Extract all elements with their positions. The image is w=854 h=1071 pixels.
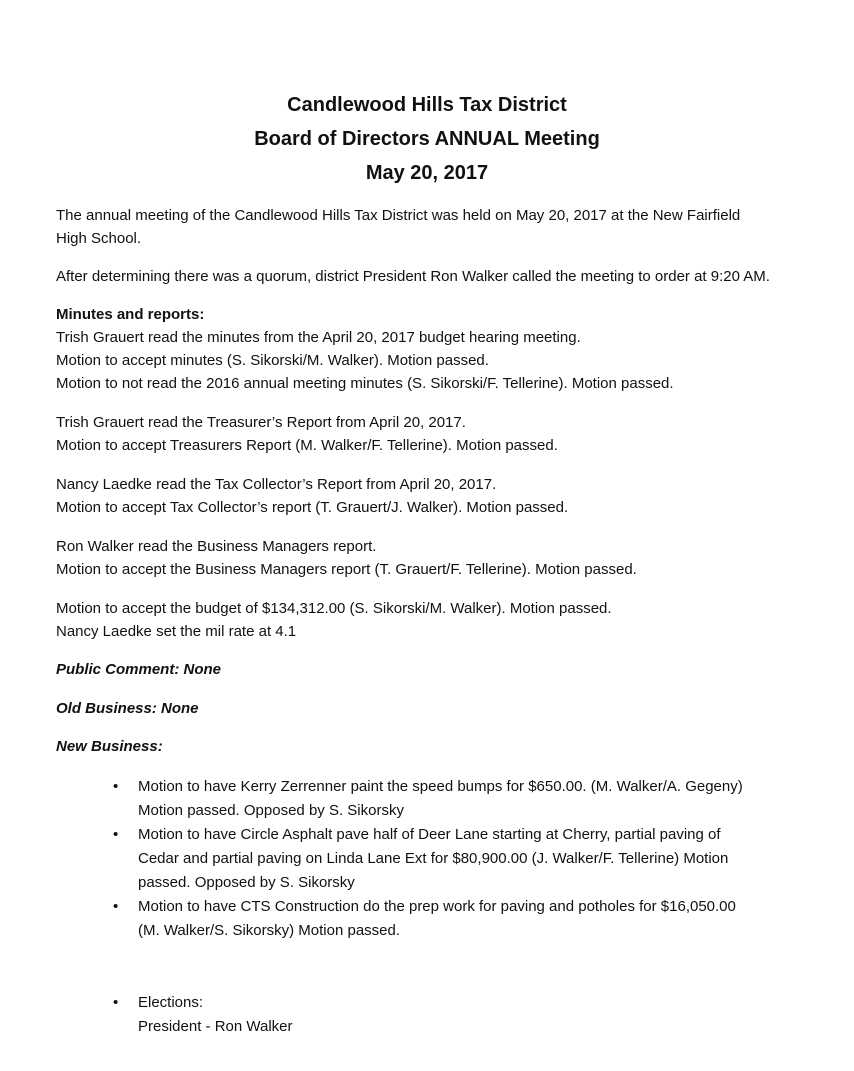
new-business-item [113, 895, 774, 943]
title-district: Candlewood Hills Tax District [287, 94, 567, 116]
new-business-list [56, 775, 774, 1039]
intro-paragraph: The annual meeting of the Candlewood Hills Tax District was held on May 20, 2017 at the New Fairfield High School. [56, 207, 741, 247]
budget-section [56, 597, 774, 643]
item-line: passed. Opposed by S. Sikorsky [138, 874, 355, 891]
minutes-line: Motion to not read the 2016 annual meeting minutes (S. Sikorski/F. Tellerine). Motion passed. [56, 375, 674, 392]
bullet-icon: • [113, 778, 119, 795]
business-manager-section [56, 535, 774, 581]
new-business-item [113, 823, 774, 895]
elections-president: President - Ron Walker [138, 1018, 293, 1035]
bullet-icon: • [113, 826, 119, 843]
item-line: Motion passed. Opposed by S. Sikorsky [138, 802, 404, 819]
treasurer-line: Trish Grauert read the Treasurer’s Report from April 20, 2017. [56, 414, 466, 431]
business-manager-line: Ron Walker read the Business Managers report. [56, 538, 377, 555]
tax-collector-line: Nancy Laedke read the Tax Collector’s Report from April 20, 2017. [56, 476, 497, 493]
item-line: Motion to have CTS Construction do the prep work for paving and potholes for $16,050.00 [138, 898, 736, 915]
new-business-item [113, 775, 774, 823]
public-comment-heading: Public Comment: None [56, 661, 222, 678]
quorum-paragraph: After determining there was a quorum, district President Ron Walker called the meeting to order at 9:20 AM. [56, 268, 770, 285]
item-line: (M. Walker/S. Sikorsky) Motion passed. [138, 922, 401, 939]
elections-item [113, 991, 774, 1039]
treasurer-line: Motion to accept Treasurers Report (M. Walker/F. Tellerine). Motion passed. [56, 437, 558, 454]
business-manager-line: Motion to accept the Business Managers report (T. Grauert/F. Tellerine). Motion passed. [56, 561, 637, 578]
budget-line: Motion to accept the budget of $134,312.00 (S. Sikorski/M. Walker). Motion passed. [56, 600, 612, 617]
old-business-heading: Old Business: None [56, 700, 199, 717]
item-line: Motion to have Kerry Zerrenner paint the speed bumps for $650.00. (M. Walker/A. Gegeny) [138, 778, 743, 795]
elections-label: Elections: [138, 994, 204, 1011]
bullet-icon: • [113, 994, 119, 1011]
minutes-line: Trish Grauert read the minutes from the April 20, 2017 budget hearing meeting. [56, 329, 581, 346]
treasurer-section [56, 411, 774, 457]
document-title [56, 88, 774, 190]
minutes-section [56, 326, 774, 395]
item-line: Cedar and partial paving on Linda Lane Ext for $80,900.00 (J. Walker/F. Tellerine) Motion [138, 850, 729, 867]
item-line: Motion to have Circle Asphalt pave half of Deer Lane starting at Cherry, partial paving of [138, 826, 721, 843]
title-meeting: Board of Directors ANNUAL Meeting [254, 128, 600, 150]
budget-line: Nancy Laedke set the mil rate at 4.1 [56, 623, 297, 640]
tax-collector-line: Motion to accept Tax Collector’s report (T. Grauert/J. Walker). Motion passed. [56, 499, 569, 516]
title-date: May 20, 2017 [365, 162, 489, 184]
minutes-line: Motion to accept minutes (S. Sikorski/M. Walker). Motion passed. [56, 352, 489, 369]
new-business-heading: New Business: [56, 738, 163, 755]
minutes-heading: Minutes and reports: [56, 306, 205, 323]
tax-collector-section [56, 473, 774, 519]
bullet-icon: • [113, 898, 119, 915]
